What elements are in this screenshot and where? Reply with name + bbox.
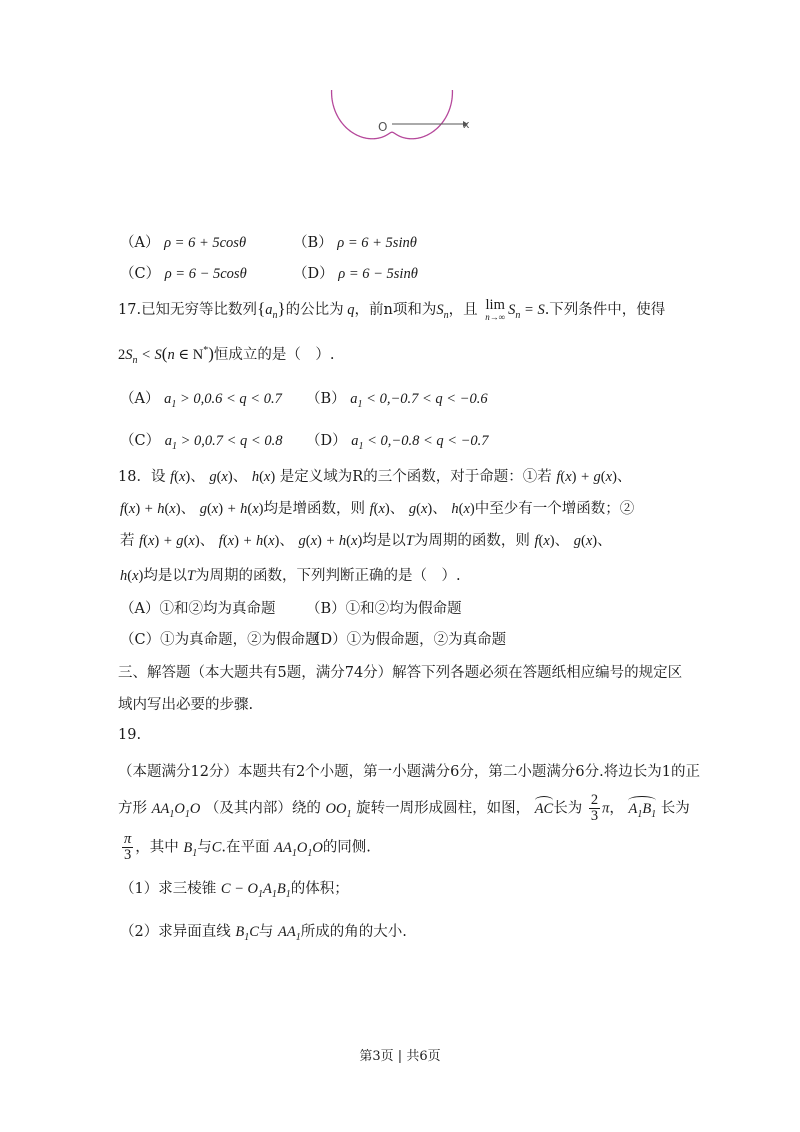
q19-part1-b: 的体积； — [290, 881, 349, 897]
polar-curve — [332, 90, 453, 139]
axis-label: x — [463, 118, 470, 131]
q19-line3-a: ，其中 — [135, 839, 179, 856]
polar-curve-svg — [315, 90, 485, 220]
q19-line3-b: 与 — [197, 839, 212, 856]
q19-part1-a: （1）求三棱锥 — [120, 881, 217, 897]
q18-number: 18． — [118, 469, 151, 485]
q18-line2: f(x) + h(x)、 g(x) + h(x)均是增函数，则 f(x)、 g(x)、 h(x)中至少有一个增函数；② — [120, 501, 635, 517]
q17-option-c-expr: 0,0.7 < q < 0.8 — [194, 433, 283, 449]
q17-stem-3: ，前n项和为 — [354, 302, 437, 318]
q19-part2-c: 所成的角的大小. — [300, 924, 407, 940]
q18-line1: 18．设 f(x)、 g(x)、 h(x) 是定义域为R的三个函数，对于命题：①若 f(x) + g(x)、 — [118, 469, 632, 485]
q18-line3-c: 为周期的函数，则 — [413, 533, 530, 549]
q18-line3-b: 均是以 — [362, 533, 406, 549]
q17-number: 17. — [118, 302, 142, 318]
q18-line4-a: 均是以 — [143, 568, 187, 584]
q16-option-d-label: （D） — [293, 266, 334, 282]
q17-option-c-label: （C） — [120, 433, 161, 449]
origin-label: O — [378, 120, 388, 134]
q18-line3-a: 若 — [120, 533, 135, 549]
q17-option-c: （C） $a_1 > 0,0.7 < q < 0.8$ — [120, 433, 283, 452]
q17-stem-1: 已知无穷等比数列 — [141, 302, 258, 318]
q18-line1-b: 是定义域为R的三个函数，对于命题：①若 — [279, 469, 552, 485]
section3-line1: 三、解答题（本大题共有5题，满分74分）解答下列各题必须在答题纸相应编号的规定区 — [118, 665, 683, 681]
q19-line2-a: 方形 — [118, 800, 147, 817]
q19-line2-b: （及其内部）绕的 — [204, 800, 321, 817]
q17-option-d: （D） $a_1 < 0,-0.8 < q < -0.7$ — [306, 433, 489, 452]
q17-stem-2: 的公比为 — [285, 302, 344, 318]
frac-pi-over-3: $\frac{\pi}{3}$ — [124, 831, 132, 864]
q16-option-d — [293, 262, 418, 283]
q17-stem-line2: $2S_n < S(n$ ∈ N*)恒成立的是（ ）. — [118, 344, 335, 366]
q18-line2-b: 中至少有一个增函数；② — [474, 501, 635, 517]
q19-line3: $\frac{\pi}{3}$ ，其中 $B_1$与C.在平面 $AA_1O_1O$的同侧. — [124, 831, 371, 864]
q17-stem-4: ，且 — [448, 302, 478, 318]
q16-option-b-label: （B） — [293, 235, 333, 251]
q17-stem-line1: 17.已知无穷等比数列$\{a_n\}$的公比为 q，前n项和为$S_n$，且 lim n→∞ $S_n = S$.下列条件中，使得 — [118, 297, 666, 322]
q16-option-a-label: （A） — [120, 235, 160, 251]
q16-option-a — [120, 231, 246, 252]
q17-stem-6: 恒成立的是（ ）. — [213, 347, 335, 363]
arc-ac: AC — [534, 800, 554, 817]
q19-part2-b: 与 — [258, 924, 274, 940]
q19-line2-e: ， — [609, 800, 624, 817]
q18-line4-b: 为周期的函数，下列判断正确的是（ ）. — [194, 568, 461, 584]
q16-option-c — [120, 262, 247, 283]
q16-option-d-expr: ρ = 6 − 5sinθ — [338, 266, 418, 282]
q19-part2: （2）求异面直线 $B_1C$与 $AA_1$所成的角的大小. — [120, 924, 407, 943]
polar-curve-figure — [315, 90, 485, 224]
q18-option-c: （C）①为真命题，②为假命题 — [120, 632, 320, 648]
q19-line3-d: 的同侧. — [322, 839, 371, 856]
q17-option-d-label: （D） — [306, 433, 347, 449]
q19-line2-d: 长为 — [553, 800, 583, 817]
q18-line2-a: 均是增函数，则 — [263, 501, 365, 517]
q18-line3: 若 f(x) + g(x)、 f(x) + h(x)、 g(x) + h(x)均是以T为周期的函数，则 f(x)、 g(x)、 — [120, 533, 612, 549]
page-footer: 第3页 | 共6页 — [359, 1049, 441, 1064]
q19-line1: （本题满分12分）本题共有2个小题，第一小题满分6分，第二小题满分6分.将边长为1的正 — [118, 764, 700, 780]
q19-number: 19. — [118, 727, 142, 743]
q18-option-b: （B）①和②均为假命题 — [306, 601, 462, 617]
q19-line3-c: .在平面 — [221, 839, 270, 856]
q16-option-a-expr: ρ = 6 + 5cosθ — [164, 235, 247, 251]
q17-option-a: （A） $a_1 > 0,0.6 < q < 0.7$ — [120, 391, 282, 410]
q18-option-a: （A）①和②均为真命题 — [120, 601, 276, 617]
section3-line2: 域内写出必要的步骤. — [118, 697, 254, 713]
q16-option-b-expr: ρ = 6 + 5sinθ — [337, 235, 417, 251]
q17-option-a-expr: 0,0.6 < q < 0.7 — [193, 391, 282, 407]
q17-option-b-expr: 0,−0.7 < q < −0.6 — [379, 391, 488, 407]
q17-option-b-label: （B） — [306, 391, 346, 407]
q19-line2-c: 旋转一周形成圆柱，如图， — [356, 800, 531, 817]
q17-stem-5: .下列条件中，使得 — [544, 302, 666, 318]
q18-line1-a: 设 — [150, 469, 166, 485]
q16-option-b — [293, 231, 417, 252]
q18-option-d: （D）①为假命题，②为真命题 — [306, 632, 507, 648]
arc-a1b1: $A_1B_1$ — [628, 800, 657, 820]
q17-option-b: （B） $a_1 < 0,-0.7 < q < -0.6$ — [306, 391, 488, 410]
q16-option-c-expr: ρ = 6 − 5cosθ — [164, 266, 247, 282]
q18-line4: h(x)均是以T为周期的函数，下列判断正确的是（ ）. — [120, 568, 461, 584]
q19-line2: 方形 $AA_1O_1O$ （及其内部）绕的 $OO_1$ 旋转一周形成圆柱，如图， AC长为 $\frac{2}{3}$ π， $A_1B_1$ 长为 — [118, 792, 690, 825]
q17-option-d-expr: 0,−0.8 < q < −0.7 — [380, 433, 489, 449]
q19-part1: （1）求三棱锥 $C - O_1A_1B_1$的体积； — [120, 881, 349, 900]
q17-option-a-label: （A） — [120, 391, 160, 407]
frac-two-thirds-pi: $\frac{2}{3}$ — [590, 792, 599, 825]
q19-line2-f: 长为 — [660, 800, 690, 817]
q19-part2-a: （2）求异面直线 — [120, 924, 231, 940]
q16-option-c-label: （C） — [120, 266, 161, 282]
